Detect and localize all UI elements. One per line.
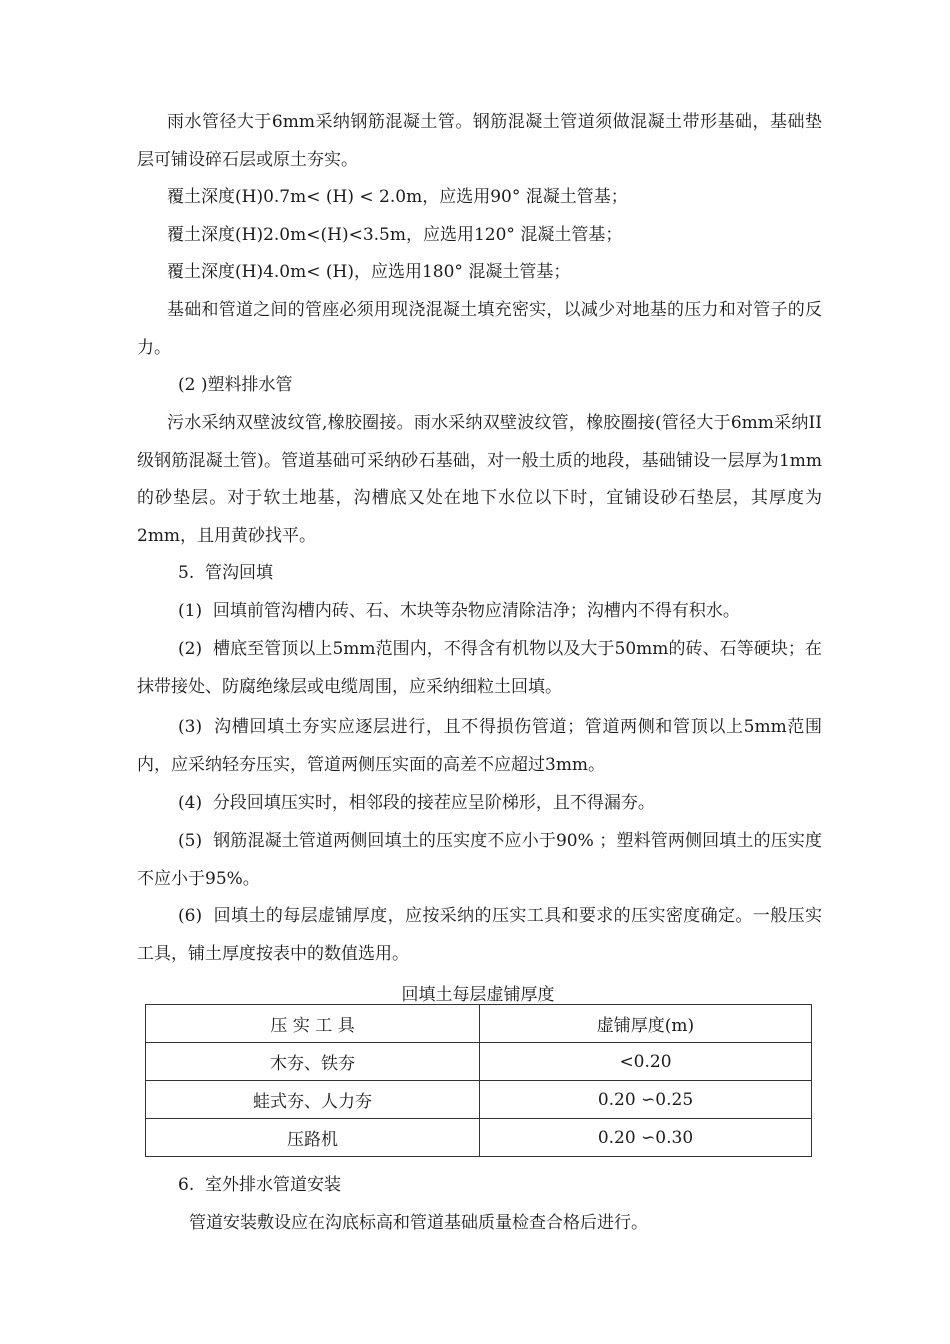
paragraph-rainwater-pipe: 雨水管径大于6mm采纳钢筋混凝土管。钢筋混凝土管道须做混凝土带形基础，基础垫层可铺设碎石层或原土夯实。 [137, 112, 822, 170]
paragraph-backfill-2: (2) 槽底至管顶以上5mm范围内，不得含有机物以及大于50mm的砖、石等硬块；在抹带接处、防腐绝缘层或电缆周围，应采纳细粒土回填。 [137, 639, 822, 697]
table-row [146, 1043, 812, 1081]
heading-outdoor-drain-install: 6. 室外排水管道安装 [178, 1175, 342, 1195]
table-cell-thickness: 0.20 ∽0.30 [480, 1119, 812, 1157]
paragraph-backfill-6: (6) 回填土的每层虚铺厚度，应按采纳的压实工具和要求的压实密度确定。一般压实工具，铺土厚度按表中的数值选用。 [137, 906, 822, 964]
heading-trench-backfill: 5. 管沟回填 [178, 563, 274, 583]
table-cell-tool: 蛙式夯、人力夯 [146, 1081, 480, 1119]
paragraph-backfill-3: (3) 沟槽回填土夯实应逐层进行，且不得损伤管道；管道两侧和管顶以上5mm范围内，应采纳轻夯压实，管道两侧压实面的高差不应超过3mm。 [137, 717, 822, 775]
paragraph-backfill-1: (1) 回填前管沟槽内砖、石、木块等杂物应清除洁净；沟槽内不得有积水。 [178, 601, 740, 621]
paragraph-pipe-install: 管道安装敷设应在沟底标高和管道基础质量检查合格后进行。 [189, 1213, 648, 1233]
table-header-tool: 压 实 工 具 [146, 1005, 480, 1043]
table-cell-thickness: 0.20 ∽0.25 [480, 1081, 812, 1119]
paragraph-cover-depth-120: 覆土深度(H)2.0m<(H)<3.5m，应选用120° 混凝土管基； [167, 225, 623, 245]
paragraph-cover-depth-90: 覆土深度(H)0.7m< (H) < 2.0m，应选用90° 混凝土管基； [167, 187, 628, 207]
table-cell-thickness: <0.20 [480, 1043, 812, 1081]
paragraph-plastic-pipe-details: 污水采纳双壁波纹管,橡胶圈接。雨水采纳双壁波纹管，橡胶圈接(管径大于6mm采纳II级钢筋混凝土管)。管道基础可采纳砂石基础，对一般土质的地段，基础铺设一层厚为1mm的砂垫层。对于软土地基，沟槽底又处在地下水位以下时，宜铺设砂石垫层，其厚度为2mm，且用黄砂找平。 [137, 413, 822, 546]
table-caption: 回填土每层虚铺厚度 [401, 985, 555, 1005]
table-row [146, 1119, 812, 1157]
table-cell-tool: 压路机 [146, 1119, 480, 1157]
paragraph-backfill-4: (4) 分段回填压实时，相邻段的接茬应呈阶梯形，且不得漏夯。 [178, 793, 655, 813]
table-cell-tool: 木夯、铁夯 [146, 1043, 480, 1081]
table-header-thickness: 虚铺厚度(m) [480, 1005, 812, 1043]
paragraph-cover-depth-180: 覆土深度(H)4.0m< (H)，应选用180° 混凝土管基； [167, 262, 571, 282]
table-header-row [146, 1005, 812, 1043]
paragraph-pipe-seat: 基础和管道之间的管座必须用现浇混凝土填充密实，以减少对地基的压力和对管子的反力。 [137, 300, 822, 358]
backfill-thickness-table [145, 1004, 812, 1157]
heading-plastic-drain-pipe: (2 )塑料排水管 [178, 375, 293, 395]
paragraph-backfill-5: (5) 钢筋混凝土管道两侧回填土的压实度不应小于90% ；塑料管两侧回填土的压实度不应小于95%。 [137, 831, 822, 889]
table-row [146, 1081, 812, 1119]
